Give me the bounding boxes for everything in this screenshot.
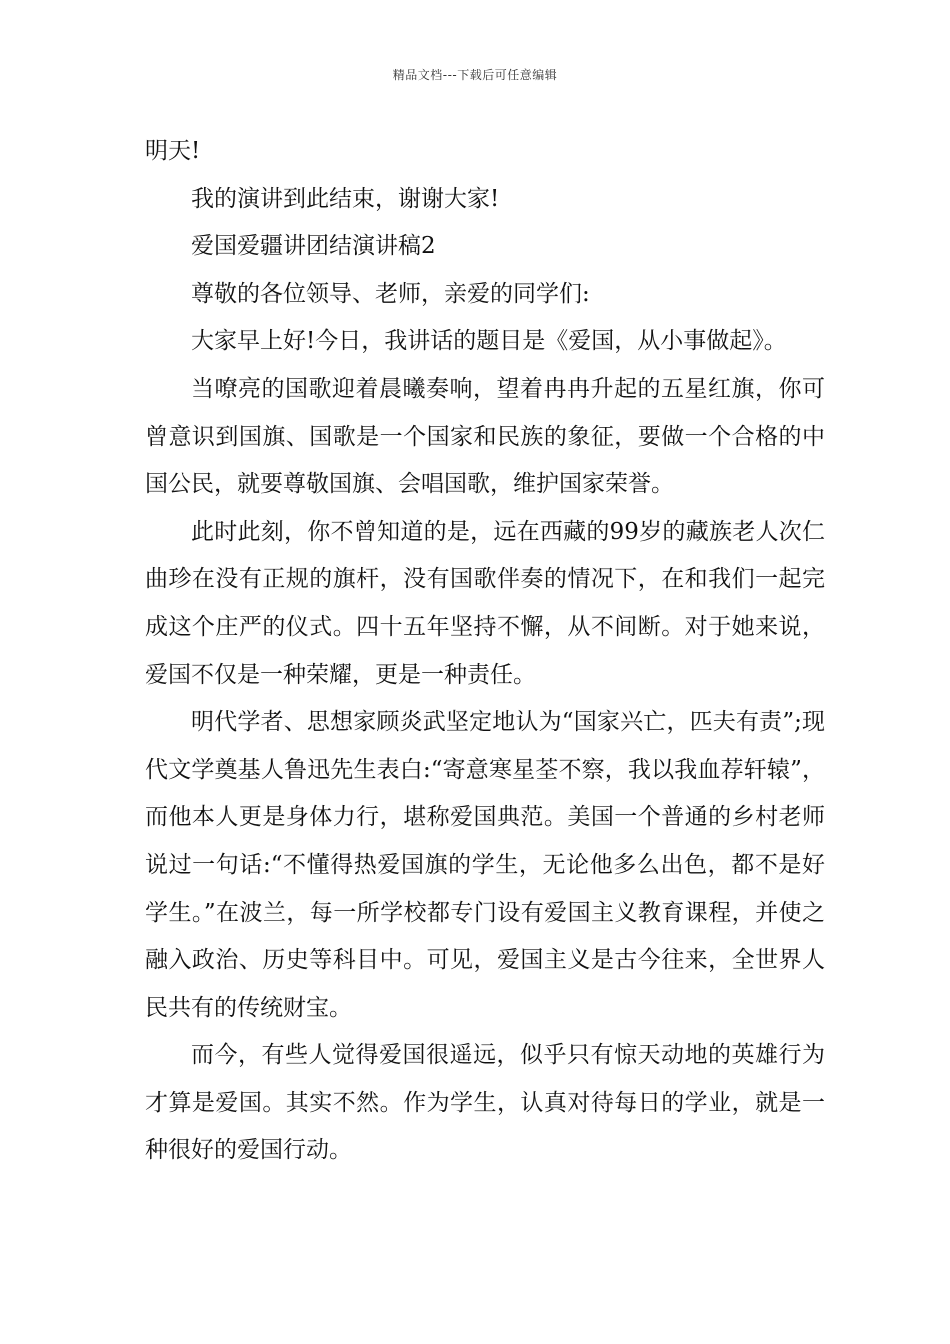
paragraph-closing: 我的演讲到此结束，谢谢大家! <box>191 185 500 212</box>
paragraph-tomorrow: 明天! <box>145 138 201 164</box>
paragraph-anthem: 当嘹亮的国歌迎着晨曦奏响，望着冉冉升起的五星红旗，你可曾意识到国旗、国歌是一个国家和民族的象征，要做一个合格的中国公民，就要尊敬国旗、会唱国歌，维护国家荣誉。 <box>145 375 825 498</box>
page-header: 精品文档---下载后可任意编辑 <box>392 68 558 82</box>
paragraph-salutation: 尊敬的各位领导、老师，亲爱的同学们: <box>191 280 590 307</box>
document-body <box>145 128 825 1175</box>
paragraph-greeting: 大家早上好!今日，我讲话的题目是《爱国，从小事做起》。 <box>191 328 787 355</box>
speech-title: 爱国爱疆讲团结演讲稿2 <box>191 233 436 260</box>
paragraph-tibet: 此时此刻，你不曾知道的是，远在西藏的99岁的藏族老人次仁曲珍在没有正规的旗杆，没有国歌伴奏的情况下，在和我们一起完成这个庄严的仪式。四十五年坚持不懈，从不间断。对于她来说，爱国不仅是一种荣耀，更是一种责任。 <box>145 518 825 688</box>
paragraph-quotes: 明代学者、思想家顾炎武坚定地认为“国家兴亡，匹夫有责”;现代文学奠基人鲁迅先生表白:“寄意寒星荃不察，我以我血荐轩辕”，而他本人更是身体力行，堪称爱国典范。美国一个普通的乡村老师说过一句话:“不懂得热爱国旗的学生，无论他多么出色，都不是好学生。”在波兰，每一所学校都专门设有爱国主义教育课程，并使之融入政治、历史等科目中。可见，爱国主义是古今往来，全世界人民共有的传统财宝。 <box>145 709 825 1021</box>
paragraph-nowadays: 而今，有些人觉得爱国很遥远，似乎只有惊天动地的英雄行为才算是爱国。其实不然。作为学生，认真对待每日的学业，就是一种很好的爱国行动。 <box>145 1042 825 1164</box>
